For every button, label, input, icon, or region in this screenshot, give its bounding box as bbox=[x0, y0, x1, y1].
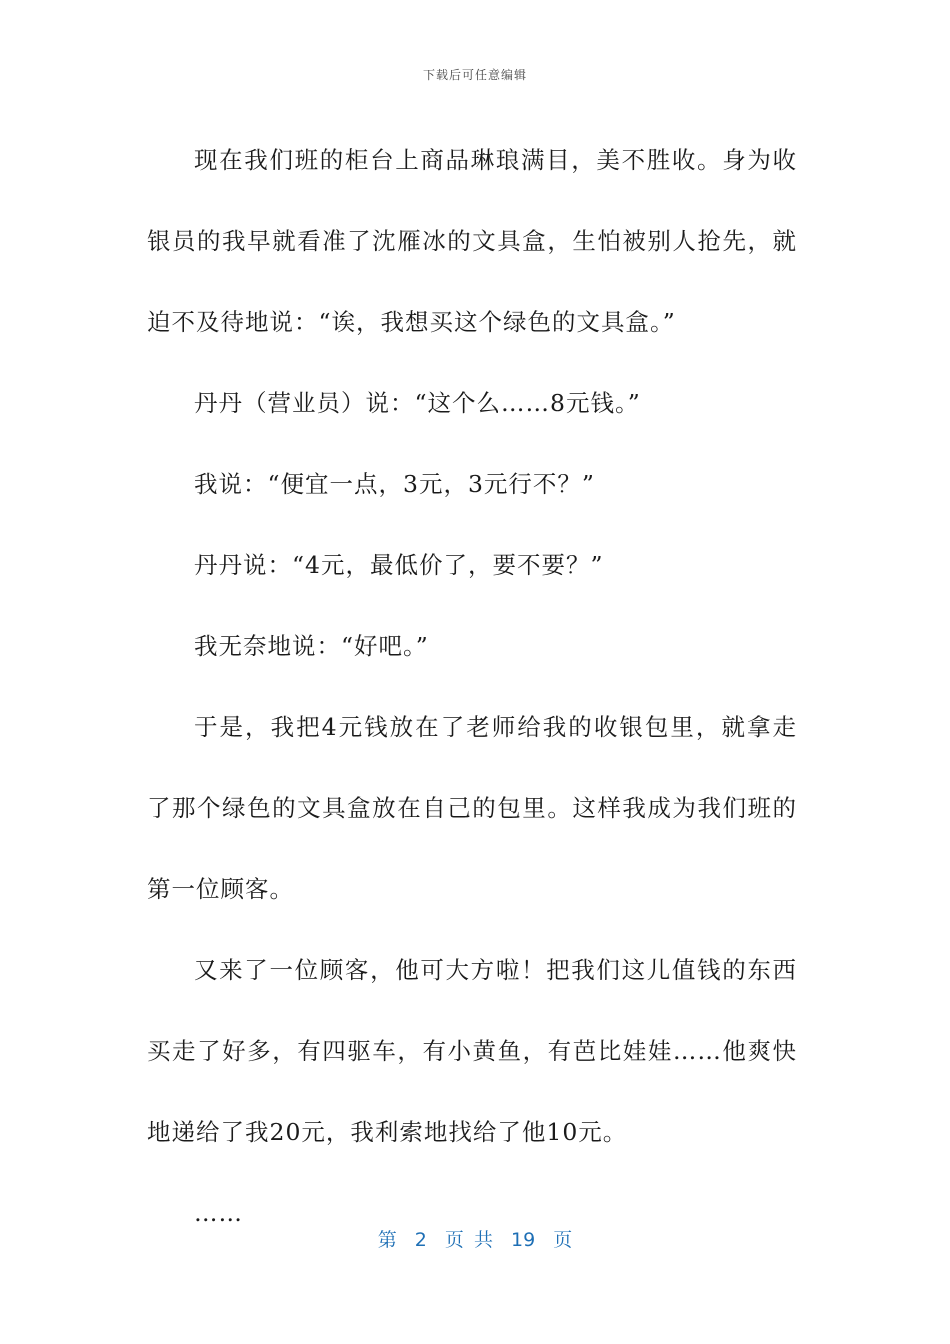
total-pages-number: 19 bbox=[511, 1229, 536, 1251]
page-footer bbox=[0, 1225, 950, 1252]
paragraph: 我无奈地说：“好吧。” bbox=[194, 632, 429, 660]
current-page-number: 2 bbox=[414, 1229, 427, 1251]
paragraph: 丹丹（营业员）说：“这个么……8元钱。” bbox=[194, 389, 641, 417]
page-label-mid: 页 共 bbox=[444, 1229, 493, 1251]
page-label-prefix: 第 bbox=[377, 1229, 397, 1251]
paragraph: 我说：“便宜一点，3元，3元行不？” bbox=[194, 470, 595, 498]
paragraph: 现在我们班的柜台上商品琳琅满目，美不胜收。身为收银员的我早就看准了沈雁冰的文具盒，生怕被别人抢先，就迫不及待地说：“诶，我想买这个绿色的文具盒。” bbox=[147, 146, 797, 336]
paragraph: …… bbox=[194, 1199, 243, 1227]
paragraph: 丹丹说：“4元，最低价了，要不要？” bbox=[194, 551, 604, 579]
page-label-suffix: 页 bbox=[553, 1229, 573, 1251]
page-header: 下载后可任意编辑 bbox=[422, 68, 527, 82]
paragraph: 又来了一位顾客，他可大方啦！把我们这儿值钱的东西买走了好多，有四驱车，有小黄鱼，有芭比娃娃……他爽快地递给了我20元，我利索地找给了他10元。 bbox=[147, 956, 797, 1146]
paragraph: 于是，我把4元钱放在了老师给我的收银包里，就拿走了那个绿色的文具盒放在自己的包里。这样我成为我们班的第一位顾客。 bbox=[147, 713, 797, 903]
document-body bbox=[147, 120, 797, 1254]
